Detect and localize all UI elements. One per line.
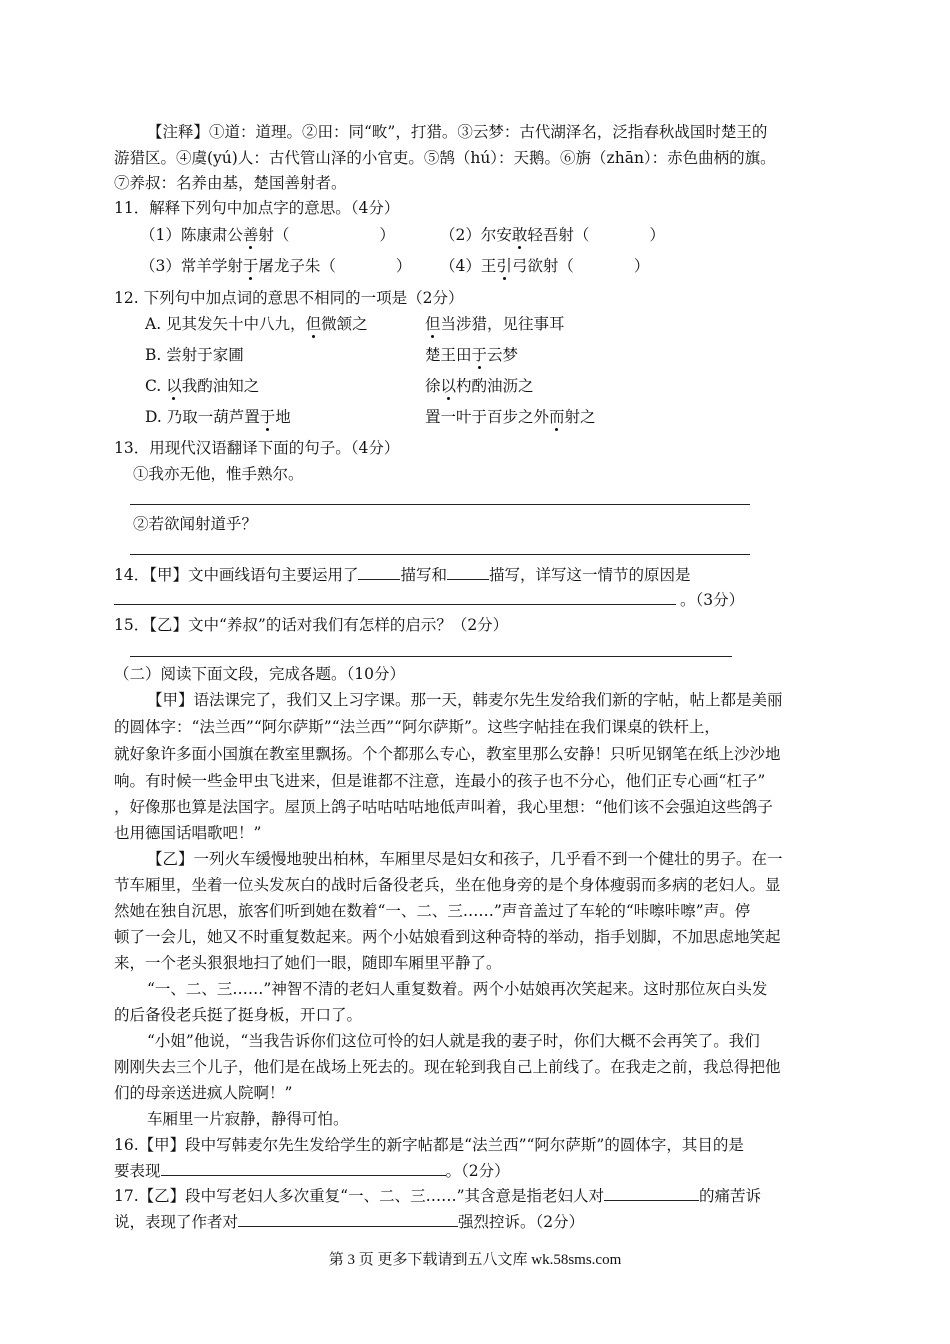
q14-blank-1[interactable]	[358, 565, 400, 580]
q11-item-3: （3）常羊学射于屠龙子朱（ ）	[140, 257, 412, 275]
passage-b-line-9: 刚刚失去三个儿子，他们是在战场上死去的。现在轮到我自己上前线了。在我走之前，我总得把他	[114, 1058, 781, 1076]
q11-item-4: （4）王引弓欲射（ ）	[440, 257, 650, 275]
q12-option-a-left: A. 见其发矢十中八九，但微颔之	[145, 315, 368, 333]
q14-blank-2[interactable]	[447, 565, 489, 580]
q14-answer-line[interactable]	[114, 604, 676, 605]
passage-b-line-6: “一、二、三……”神智不清的老妇人重复数着。两个小姑娘再次笑起来。这时那位灰白头发	[147, 980, 768, 998]
passage-b-line-11: 车厢里一片寂静，静得可怕。	[147, 1110, 349, 1128]
q17-blank-2[interactable]	[238, 1212, 458, 1227]
q11-stem: 11．解释下列句中加点字的意思。（4分）	[114, 199, 400, 217]
q13-answer-line-1[interactable]	[130, 504, 750, 505]
q16-line-2: 要表现 。（2分）	[114, 1162, 510, 1180]
q16-blank[interactable]	[161, 1161, 446, 1176]
q12-stem: 12. 下列句中加点词的意思不相同的一项是（2分）	[114, 289, 464, 307]
passage-b-line-3: 然她在独自沉思，旅客们听到她在数着“一、二、三……”声音盖过了车轮的“咔嚓咔嚓”声。停	[114, 902, 751, 920]
q12-option-d-left: D. 乃取一葫芦置于地	[145, 408, 291, 426]
page-footer: 第 3 页 更多下载请到五八文库 wk.58sms.com	[328, 1252, 622, 1268]
passage-b-line-1: 【乙】一列火车缓慢地驶出柏林，车厢里尽是妇女和孩子，几乎看不到一个健壮的男子。在一	[147, 850, 783, 868]
q15-stem: 15．【乙】文中“养叔”的话对我们有怎样的启示？（2分）	[114, 616, 509, 634]
note-line-2: 游猎区。④虞(yú)人：古代管山泽的小官吏。⑤鹄（hú）：天鹅。⑥旃（zhān）：赤色曲柄的旗。	[114, 149, 776, 167]
passage-b-line-2: 节车厢里，坐着一位头发灰白的战时后备役老兵，坐在他身旁的是个身体瘦弱而多病的老妇人。显	[114, 876, 781, 894]
q17-line-1: 17.【乙】段中写老妇人多次重复“一、二、三……”其含意是指老妇人对 的痛苦诉	[114, 1187, 762, 1205]
section-2-title: （二）阅读下面文段，完成各题。（10分）	[114, 665, 405, 683]
q12-option-d-right: 置一叶于百步之外而射之	[425, 408, 596, 426]
passage-a-line-2: 的圆体字：“法兰西”“阿尔萨斯”“法兰西”“阿尔萨斯”。这些字帖挂在我们课桌的铁杆上，	[114, 718, 720, 736]
note-line-1: 【注释】①道：道理。②田：同“畋”，打猎。③云梦：古代湖泽名，泛指春秋战国时楚王的	[147, 123, 768, 141]
q13-sentence-1: ①我亦无他，惟手熟尔。	[133, 465, 304, 483]
passage-b-line-4: 顿了一会儿，她又不时重复数起来。两个小姑娘看到这种奇特的举动，指手划脚，不加思虑地笑起	[114, 928, 781, 946]
passage-a-line-4: 响。有时候一些金甲虫飞进来，但是谁都不注意，连最小的孩子也不分心，他们正专心画“杠子”	[114, 772, 766, 790]
note-line-3: ⑦养叔：名养由基，楚国善射者。	[114, 174, 347, 192]
q12-option-b-right: 楚王田于云梦	[425, 346, 519, 364]
q13-answer-line-2[interactable]	[130, 554, 750, 555]
q14-score: 。（3分）	[680, 591, 745, 609]
passage-b-line-10: 们的母亲送进疯人院啊！”	[114, 1084, 293, 1102]
q12-option-c-left: C. 以我酌油知之	[145, 377, 260, 395]
q12-option-a-right: 但当涉猎，见往事耳	[425, 315, 565, 333]
q13-sentence-2: ②若欲闻射道乎？	[133, 515, 258, 533]
q13-stem: 13．用现代汉语翻译下面的句子。（4分）	[114, 439, 400, 457]
passage-b-line-7: 的后备役老兵挺了挺身板，开口了。	[114, 1006, 363, 1024]
passage-a-line-3: 就好象许多面小国旗在教室里飘扬。个个都那么专心，教室里那么安静！只听见钢笔在纸上沙沙地	[114, 745, 781, 763]
q17-line-2: 说，表现了作者对 强烈控诉。（2分）	[114, 1213, 585, 1231]
q17-blank-1[interactable]	[604, 1186, 699, 1201]
q16-line-1: 16.【甲】段中写韩麦尔先生发给学生的新字帖都是“法兰西”“阿尔萨斯”的圆体字，其目的是	[114, 1136, 744, 1154]
q12-option-c-right: 徐以杓酌油沥之	[425, 377, 534, 395]
q11-item-2: （2）尔安敢轻吾射（ ）	[440, 226, 665, 244]
passage-a-line-5: ，好像那也算是法国字。屋顶上鸽子咕咕咕咕地低声叫着，我心里想：“他们该不会强迫这些鸽子	[114, 798, 773, 816]
passage-a-line-1: 【甲】语法课完了，我们又上习字课。那一天，韩麦尔先生发给我们新的字帖，帖上都是美丽	[147, 691, 783, 709]
passage-a-line-6: 也用德国话唱歌吧！”	[114, 824, 262, 842]
q14-stem: 14．【甲】文中画线语句主要运用了 描写和 描写，详写这一情节的原因是	[114, 566, 691, 584]
passage-b-line-8: “小姐”他说，“当我告诉你们这位可怜的妇人就是我的妻子时，你们大概不会再笑了。我们	[147, 1032, 760, 1050]
q11-item-1: （1）陈康肃公善射（ ）	[140, 226, 395, 244]
q15-answer-line[interactable]	[130, 656, 732, 657]
q12-option-b-left: B. 尝射于家圃	[145, 346, 244, 364]
passage-b-line-5: 来，一个老头狠狠地扫了她们一眼，随即车厢里平静了。	[114, 954, 502, 972]
